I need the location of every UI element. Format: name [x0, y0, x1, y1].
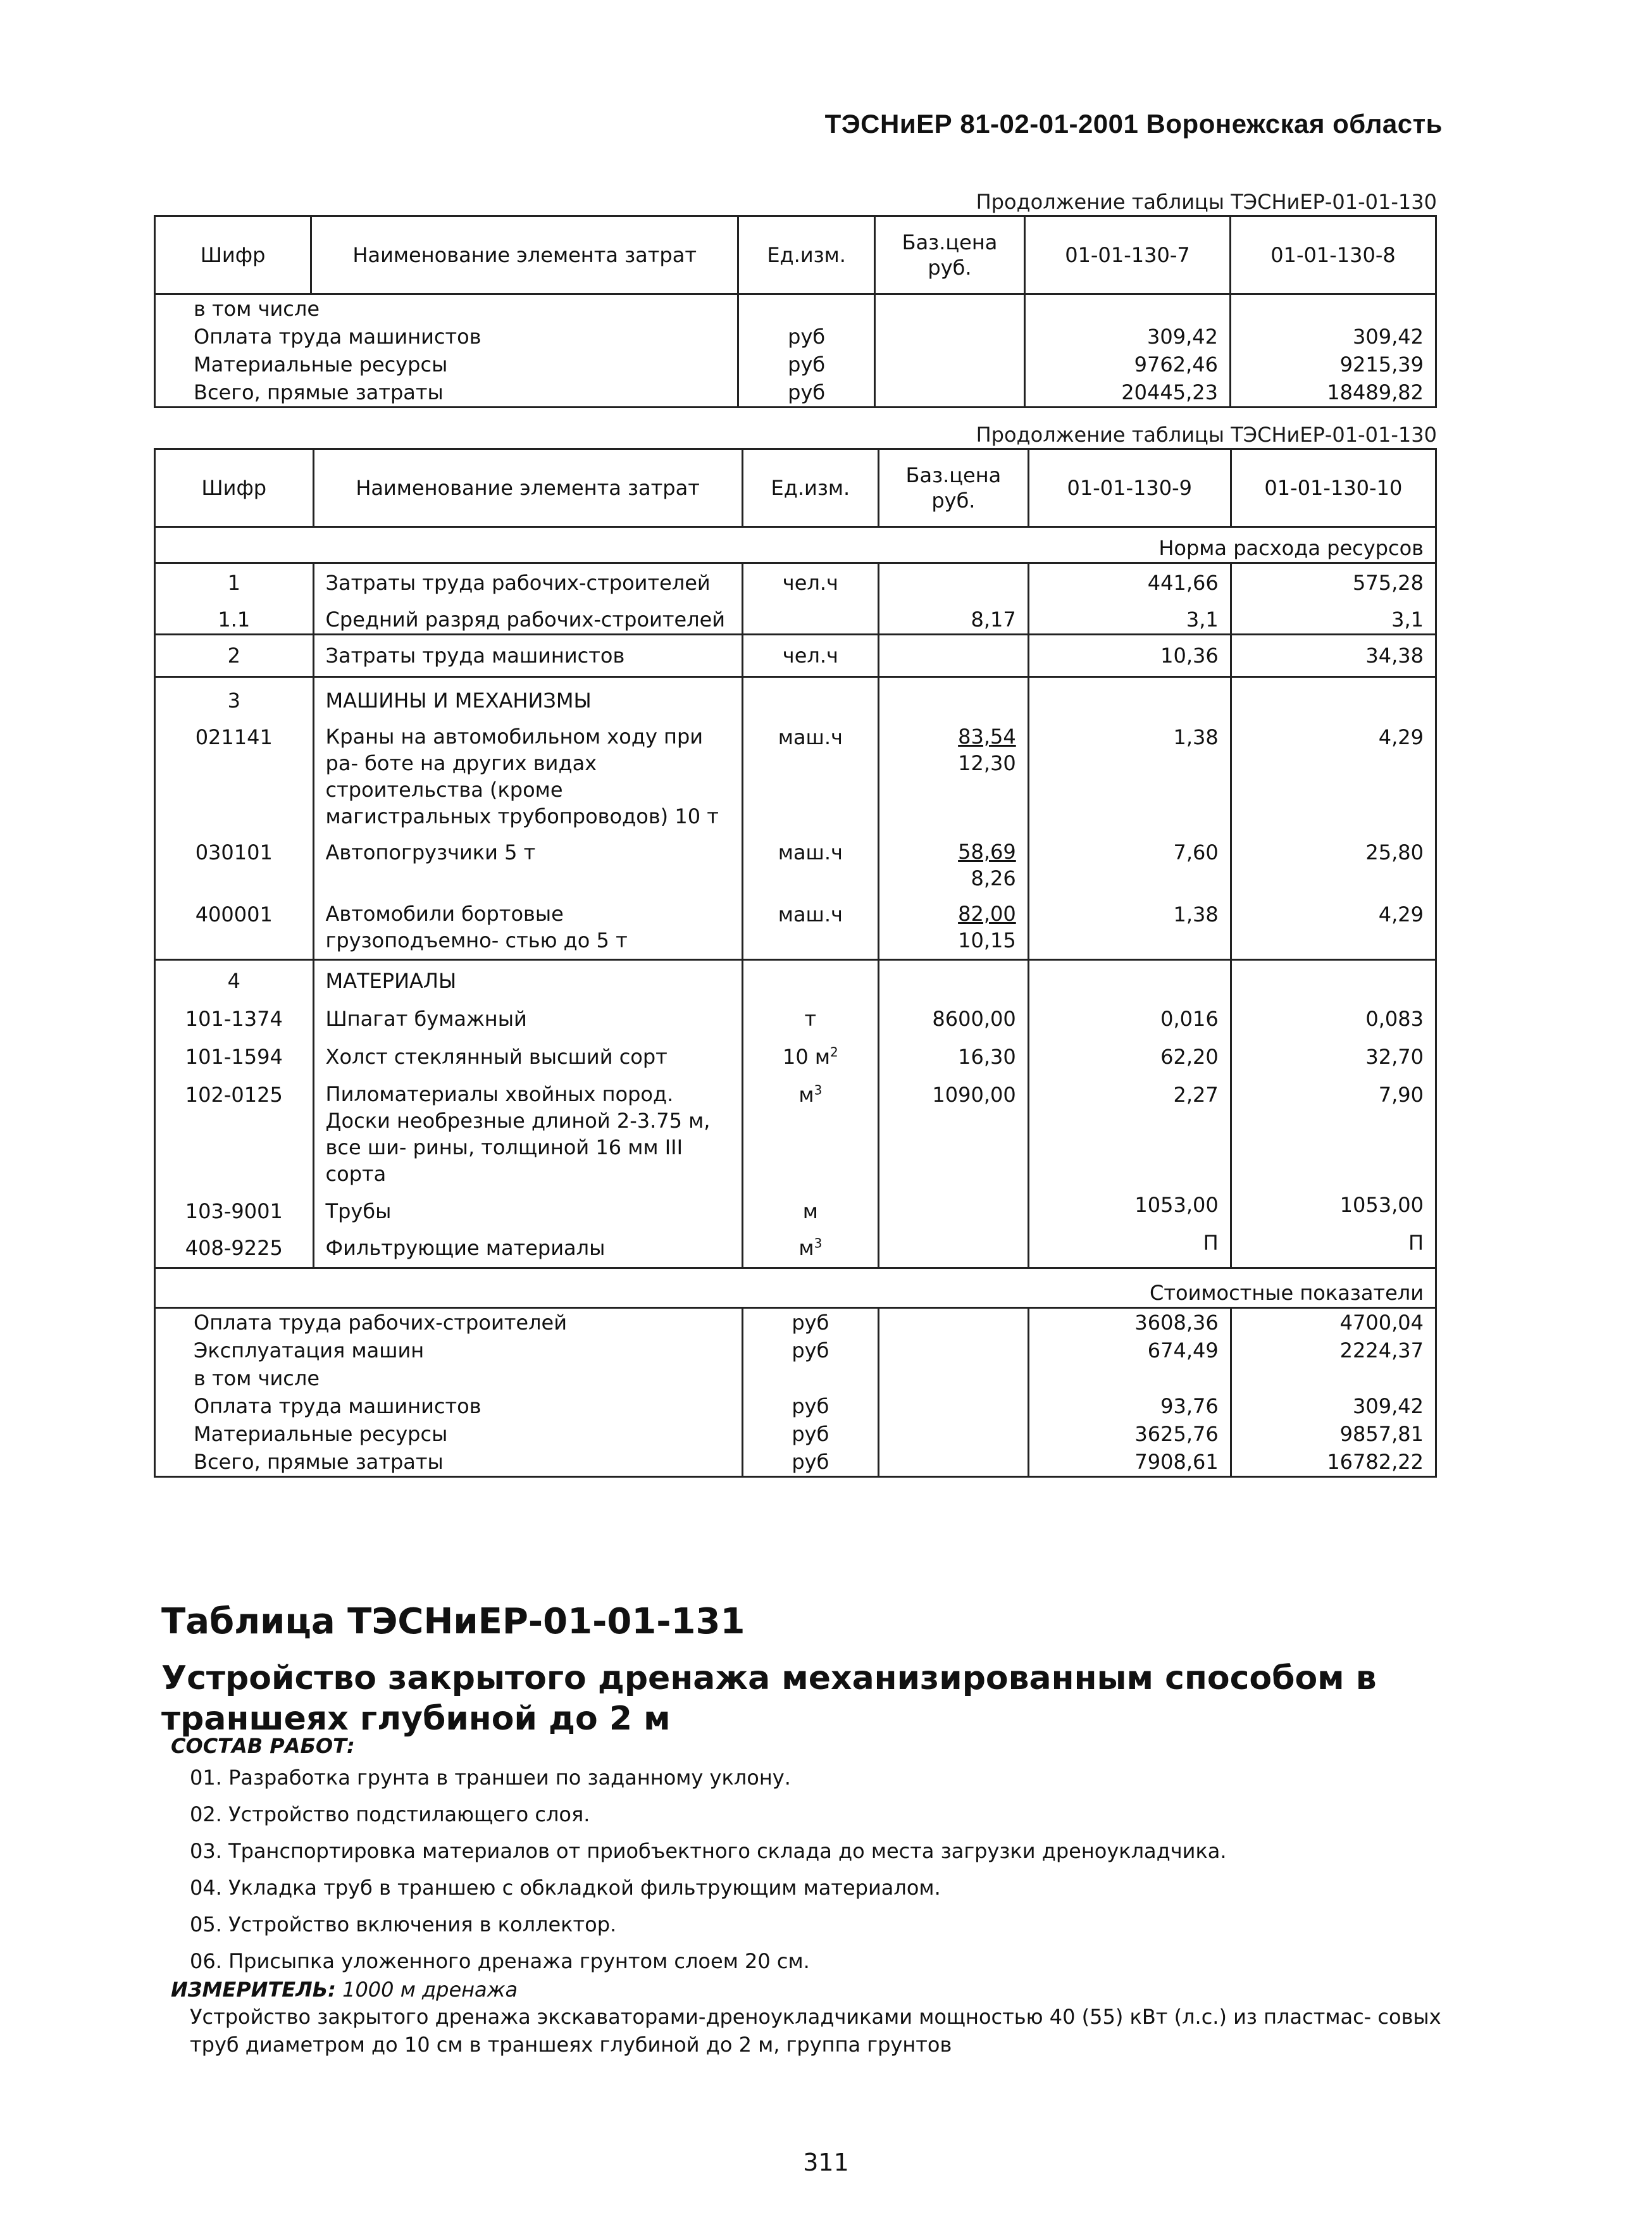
- table-row: [155, 597, 1436, 635]
- list-item: 01. Разработка грунта в траншеи по заданному уклону.: [190, 1766, 791, 1790]
- price-secondary: 12,30: [958, 751, 1016, 775]
- norm-label: Норма расхода ресурсов: [155, 527, 1436, 563]
- row-price: [875, 378, 1025, 408]
- row-price: 16,30: [879, 1033, 1029, 1071]
- cost-label: Стоимостные показатели: [155, 1268, 1436, 1308]
- meter-value: 1000 м дренажа: [342, 1978, 518, 2002]
- row-code: 1: [155, 563, 314, 597]
- unit-text: м: [798, 1236, 814, 1260]
- row-price: [879, 1420, 1029, 1448]
- row-value-2: 18489,82: [1230, 378, 1436, 408]
- row-price: [879, 830, 1029, 892]
- unit-superscript: 3: [814, 1082, 823, 1098]
- row-value-2: 309,42: [1231, 1392, 1436, 1420]
- row-unit: руб: [738, 378, 875, 408]
- row-unit: маш.ч: [742, 714, 878, 830]
- table-row: [155, 1187, 1436, 1225]
- table-row: [155, 378, 1436, 408]
- row-value-1: 2,27: [1028, 1071, 1231, 1187]
- row-value-1: 309,42: [1024, 323, 1230, 351]
- row-unit: [738, 294, 875, 323]
- price-secondary: 10,15: [958, 928, 1016, 952]
- row-value-1: [1028, 960, 1231, 995]
- meter-label: ИЗМЕРИТЕЛЬ:: [171, 1978, 336, 2002]
- col-header-name: Наименование элемента затрат: [313, 449, 742, 527]
- row-value-2: 4,29: [1231, 714, 1436, 830]
- unit-text: м: [798, 1083, 814, 1107]
- row-price: [879, 1308, 1029, 1337]
- works-list: [190, 1759, 1227, 1979]
- row-value-2: [1231, 677, 1436, 715]
- row-value-1: 9762,46: [1024, 351, 1230, 378]
- row-unit: руб: [742, 1420, 878, 1448]
- table-row: [155, 677, 1436, 715]
- table-row: [155, 1392, 1436, 1420]
- row-name: в том числе: [155, 1364, 743, 1392]
- row-name: Шпагат бумажный: [313, 995, 742, 1033]
- row-value-2: 16782,22: [1231, 1448, 1436, 1477]
- row-value-1: 3608,36: [1028, 1308, 1231, 1337]
- row-unit: руб: [742, 1308, 878, 1337]
- row-unit: чел.ч: [742, 635, 878, 677]
- row-name: Автомобили бортовые грузоподъемно- стью до 5 т: [313, 892, 742, 960]
- table-row: [155, 995, 1436, 1033]
- list-item: 06. Присыпка уложенного дренажа грунтом слоем 20 см.: [190, 1949, 810, 1973]
- row-name: Краны на автомобильном ходу при ра- боте на других видах строительства (кроме магистральных трубопроводов) 10 т: [313, 714, 742, 830]
- price-underlined: 82,00: [958, 902, 1016, 926]
- row-name: Всего, прямые затраты: [155, 378, 738, 408]
- row-unit: [742, 1033, 878, 1071]
- row-name: Затраты труда рабочих-строителей: [313, 563, 742, 597]
- row-value-2: 3,1: [1231, 597, 1436, 635]
- row-value-2: П: [1231, 1225, 1436, 1268]
- col-header-value-1: 01-01-130-9: [1028, 449, 1231, 527]
- row-value-2: 4,29: [1231, 892, 1436, 960]
- meter-line: [171, 1978, 518, 2002]
- table2-caption: Продолжение таблицы ТЭСНиЕР-01-01-130: [976, 423, 1437, 447]
- row-price: [879, 1187, 1029, 1225]
- table2: [154, 448, 1437, 1478]
- col-header-name: Наименование элемента затрат: [311, 216, 738, 294]
- row-price: [875, 323, 1025, 351]
- row-value-2: 4700,04: [1231, 1308, 1436, 1337]
- section-subtitle: Устройство закрытого дренажа механизированным способом в траншеях глубиной до 2 м: [161, 1659, 1377, 1738]
- row-code: 4: [155, 960, 314, 995]
- list-item: 05. Устройство включения в коллектор.: [190, 1912, 617, 1936]
- table-row: [155, 960, 1436, 995]
- row-value-2: 575,28: [1231, 563, 1436, 597]
- row-value-1: 441,66: [1028, 563, 1231, 597]
- row-value-1: 3625,76: [1028, 1420, 1231, 1448]
- description: Устройство закрытого дренажа экскаваторами-дреноукладчиками мощностью 40 (55) кВт (л.с.) из пластмас- совых труб диаметром до 10 см в траншеях глубиной до 2 м, группа грунтов: [190, 2005, 1441, 2057]
- col-header-code: Шифр: [155, 449, 314, 527]
- row-price: [879, 1392, 1029, 1420]
- row-value-1: 7,60: [1028, 830, 1231, 892]
- row-unit: т: [742, 995, 878, 1033]
- row-code: 102-0125: [155, 1071, 314, 1187]
- row-name: Автопогрузчики 5 т: [313, 830, 742, 892]
- row-value-1: 1,38: [1028, 892, 1231, 960]
- list-item: 04. Укладка труб в траншею с обкладкой фильтрующим материалом.: [190, 1876, 941, 1900]
- row-code: 021141: [155, 714, 314, 830]
- row-code: 101-1374: [155, 995, 314, 1033]
- row-name: Пиломатериалы хвойных пород. Доски необрезные длиной 2-3.75 м, все ши- рины, толщиной 16 мм III сорта: [313, 1071, 742, 1187]
- row-price: [875, 294, 1025, 323]
- row-name: Средний разряд рабочих-строителей: [313, 597, 742, 635]
- table1-caption: Продолжение таблицы ТЭСНиЕР-01-01-130: [976, 190, 1437, 214]
- row-unit: руб: [738, 351, 875, 378]
- table-row: [155, 1225, 1436, 1268]
- price-secondary: 8,26: [971, 866, 1016, 890]
- row-value-1: 62,20: [1028, 1033, 1231, 1071]
- row-value-1: 20445,23: [1024, 378, 1230, 408]
- row-price: 8,17: [879, 597, 1029, 635]
- row-price: 8600,00: [879, 995, 1029, 1033]
- table-row: [155, 294, 1436, 323]
- section-label-row: [155, 1268, 1436, 1308]
- table-row: [155, 1337, 1436, 1364]
- row-value-1: 7908,61: [1028, 1448, 1231, 1477]
- row-unit: [742, 677, 878, 715]
- row-unit: маш.ч: [742, 892, 878, 960]
- col-header-code: Шифр: [155, 216, 311, 294]
- row-value-2: 309,42: [1230, 323, 1436, 351]
- row-code: 103-9001: [155, 1187, 314, 1225]
- row-code: 400001: [155, 892, 314, 960]
- row-value-1: [1028, 677, 1231, 715]
- row-name: Оплата труда рабочих-строителей: [155, 1308, 743, 1337]
- row-unit: [742, 960, 878, 995]
- row-value-1: [1028, 1364, 1231, 1392]
- row-code: 101-1594: [155, 1033, 314, 1071]
- row-value-1: 10,36: [1028, 635, 1231, 677]
- row-value-2: 34,38: [1231, 635, 1436, 677]
- row-unit: м: [742, 1187, 878, 1225]
- list-item: 03. Транспортировка материалов от приобъектного склада до места загрузки дреноукладчика.: [190, 1839, 1227, 1863]
- row-value-2: 9215,39: [1230, 351, 1436, 378]
- row-name: Материальные ресурсы: [155, 351, 738, 378]
- unit-superscript: 2: [830, 1044, 838, 1060]
- row-value-2: 7,90: [1231, 1071, 1436, 1187]
- row-code: 3: [155, 677, 314, 715]
- row-value-1: 1053,00: [1028, 1187, 1231, 1225]
- row-value-2: [1231, 1364, 1436, 1392]
- unit-text: 10 м: [782, 1045, 830, 1069]
- row-value-1: 3,1: [1028, 597, 1231, 635]
- row-unit: руб: [742, 1392, 878, 1420]
- table-row: [155, 892, 1436, 960]
- row-name: Трубы: [313, 1187, 742, 1225]
- row-unit: чел.ч: [742, 563, 878, 597]
- row-value-2: 32,70: [1231, 1033, 1436, 1071]
- row-unit: руб: [738, 323, 875, 351]
- table-row: [155, 1364, 1436, 1392]
- row-price: [879, 1448, 1029, 1477]
- unit-superscript: 3: [814, 1235, 823, 1251]
- row-value-2: 1053,00: [1231, 1187, 1436, 1225]
- row-price: [879, 677, 1029, 715]
- row-code: 1.1: [155, 597, 314, 635]
- composition-label: СОСТАВ РАБОТ:: [171, 1734, 355, 1758]
- section-label-row: [155, 527, 1436, 563]
- row-price: [879, 1225, 1029, 1268]
- row-value-1: 1,38: [1028, 714, 1231, 830]
- list-item: 02. Устройство подстилающего слоя.: [190, 1802, 590, 1826]
- col-header-value-1: 01-01-130-7: [1024, 216, 1230, 294]
- table-row: [155, 351, 1436, 378]
- row-unit: [742, 597, 878, 635]
- row-name: Всего, прямые затраты: [155, 1448, 743, 1477]
- row-name: Затраты труда машинистов: [313, 635, 742, 677]
- row-price: [879, 960, 1029, 995]
- row-name: в том числе: [155, 294, 738, 323]
- row-unit: [742, 1364, 878, 1392]
- table-row: [155, 714, 1436, 830]
- row-unit: [742, 1071, 878, 1187]
- row-price: [875, 351, 1025, 378]
- row-code: 2: [155, 635, 314, 677]
- col-header-value-2: 01-01-130-8: [1230, 216, 1436, 294]
- row-price: [879, 563, 1029, 597]
- table-row: [155, 1448, 1436, 1477]
- row-unit: руб: [742, 1448, 878, 1477]
- table-title: Таблица ТЭСНиЕР-01-01-131: [161, 1601, 745, 1642]
- row-value-2: 2224,37: [1231, 1337, 1436, 1364]
- row-name: Оплата труда машинистов: [155, 1392, 743, 1420]
- row-price: [879, 635, 1029, 677]
- row-price: [879, 1364, 1029, 1392]
- row-name: Оплата труда машинистов: [155, 323, 738, 351]
- table1: [154, 215, 1437, 408]
- row-value-1: 93,76: [1028, 1392, 1231, 1420]
- row-price: [879, 714, 1029, 830]
- table-row: [155, 830, 1436, 892]
- table-row: [155, 563, 1436, 597]
- table-row: [155, 1033, 1436, 1071]
- row-unit: руб: [742, 1337, 878, 1364]
- row-code: 030101: [155, 830, 314, 892]
- row-value-1: [1024, 294, 1230, 323]
- row-name: Холст стеклянный высший сорт: [313, 1033, 742, 1071]
- row-value-2: [1230, 294, 1436, 323]
- price-underlined: 83,54: [958, 725, 1016, 749]
- table-row: [155, 1071, 1436, 1187]
- row-value-2: [1231, 960, 1436, 995]
- table1-header-row: [155, 216, 1436, 294]
- row-value-1: 674,49: [1028, 1337, 1231, 1364]
- col-header-unit: Ед.изм.: [742, 449, 878, 527]
- row-name: МАТЕРИАЛЫ: [313, 960, 742, 995]
- table-row: [155, 323, 1436, 351]
- col-header-unit: Ед.изм.: [738, 216, 875, 294]
- row-price: [879, 1337, 1029, 1364]
- col-header-price: Баз.цена руб.: [875, 216, 1025, 294]
- row-unit: [742, 1225, 878, 1268]
- table-row: [155, 1420, 1436, 1448]
- row-value-2: 9857,81: [1231, 1420, 1436, 1448]
- row-value-2: 25,80: [1231, 830, 1436, 892]
- col-header-price: Баз.цена руб.: [879, 449, 1029, 527]
- table-row: [155, 635, 1436, 677]
- price-underlined: 58,69: [958, 840, 1016, 864]
- col-header-value-2: 01-01-130-10: [1231, 449, 1436, 527]
- row-price: [879, 892, 1029, 960]
- row-value-2: 0,083: [1231, 995, 1436, 1033]
- table2-header-row: [155, 449, 1436, 527]
- row-code: 408-9225: [155, 1225, 314, 1268]
- row-name: МАШИНЫ И МЕХАНИЗМЫ: [313, 677, 742, 715]
- row-name: Эксплуатация машин: [155, 1337, 743, 1364]
- row-value-1: 0,016: [1028, 995, 1231, 1033]
- table-row: [155, 1308, 1436, 1337]
- row-value-1: П: [1028, 1225, 1231, 1268]
- row-name: Материальные ресурсы: [155, 1420, 743, 1448]
- row-name: Фильтрующие материалы: [313, 1225, 742, 1268]
- row-price: 1090,00: [879, 1071, 1029, 1187]
- row-unit: маш.ч: [742, 830, 878, 892]
- page-number: 311: [803, 2148, 849, 2176]
- running-header: ТЭСНиЕР 81-02-01-2001 Воронежская область: [824, 109, 1443, 139]
